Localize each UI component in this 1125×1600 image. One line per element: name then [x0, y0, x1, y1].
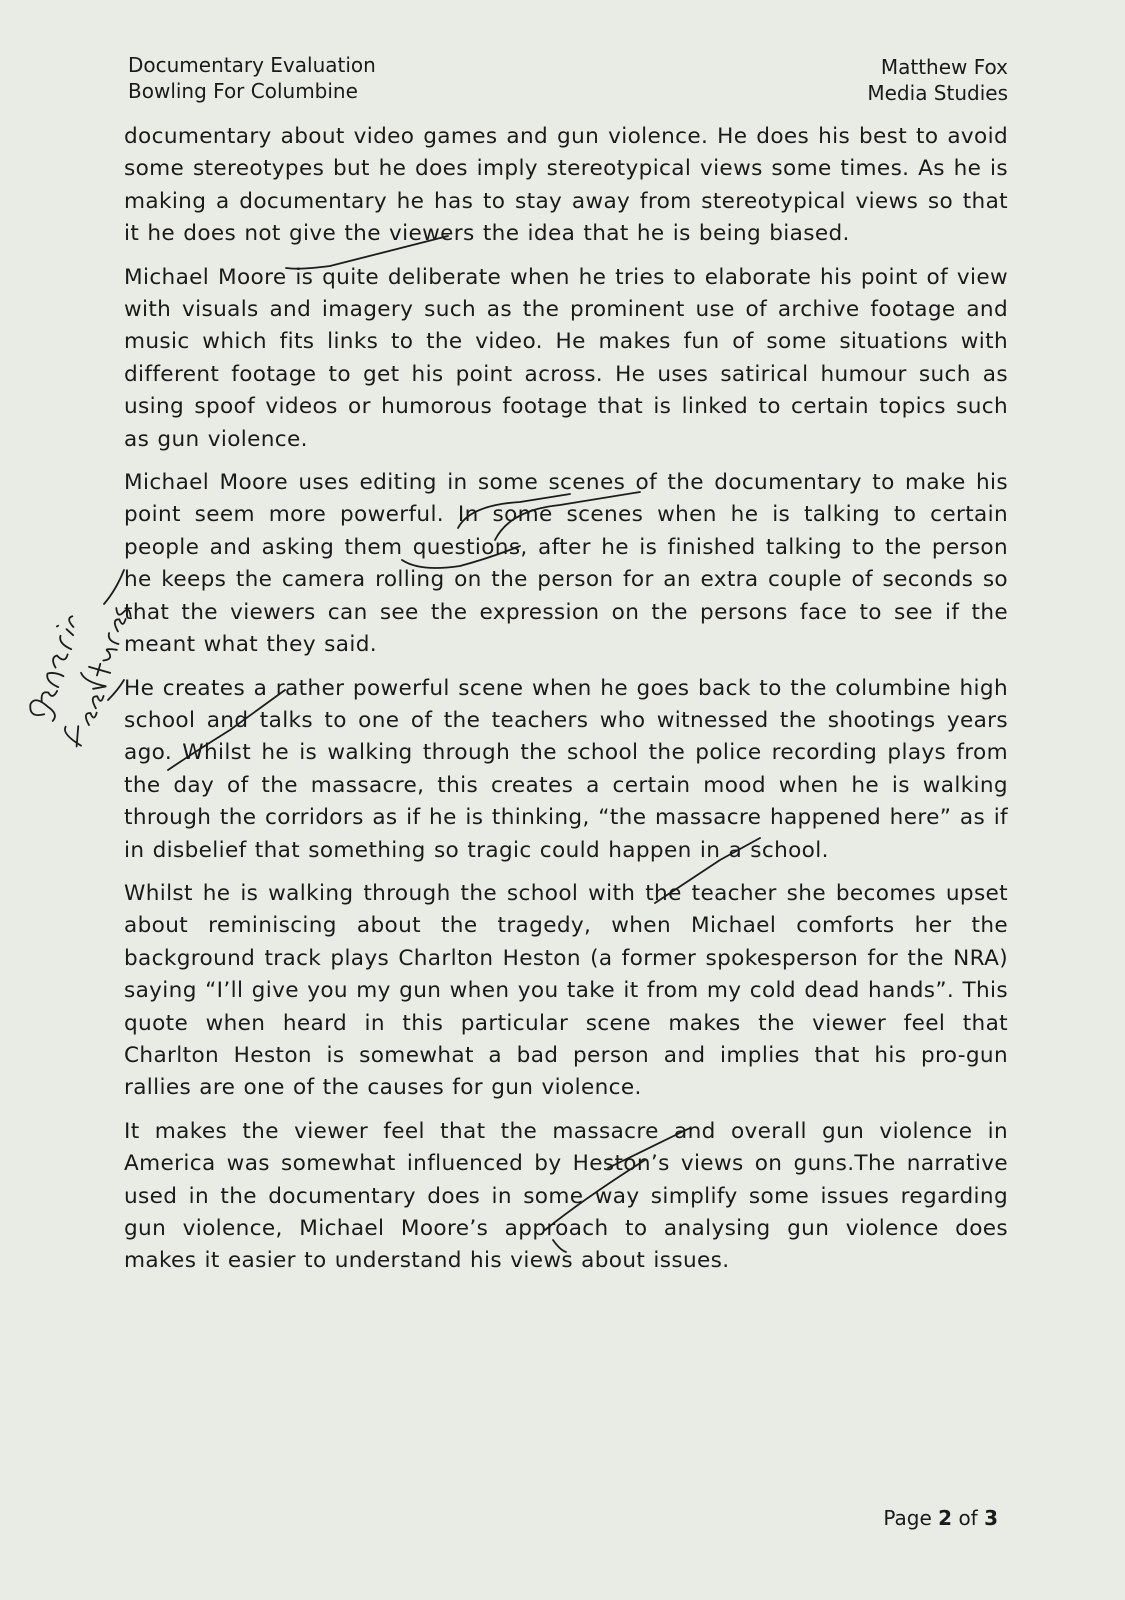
essay-body [124, 121, 1008, 1289]
paragraph: Michael Moore uses editing in some scenes of the documentary to make his point seem more powerful. In some scenes when he is talking to certain people and asking them questions, after he is finished talking to the person he keeps the camera rolling on the person for an extra couple of seconds so that the viewers can see the expression on the persons face to see if the meant what they said. [124, 470, 1008, 658]
margin-bracket [104, 570, 124, 700]
subject-name: Media Studies [867, 81, 1008, 105]
page-current: 2 [938, 1506, 953, 1530]
of-label: of [958, 1506, 978, 1530]
paragraph: He creates a rather powerful scene when he goes back to the columbine high school and talks to one of the teachers who witnessed the shootings years ago. Whilst he is walking through the school the police recording plays from the day of the massacre, this creates a certain mood when he is walking through the corridors as if he is thinking, “the massacre happened here” as if in disbelief that something so tragic could happen in a school. [124, 675, 1008, 863]
page-total: 3 [984, 1506, 998, 1530]
author-name: Matthew Fox [880, 55, 1008, 79]
page-footer [883, 1506, 998, 1530]
paragraph: Michael Moore is quite deliberate when he tries to elaborate his point of view with visuals and imagery such as the prominent use of archive footage and music which fits links to the video. He makes fun of some situations with different footage to get his point across. He uses satirical humour such as using spoof videos or humorous footage that is linked to certain topics such as gun violence. [124, 264, 1008, 452]
paragraph: documentary about video games and gun violence. He does his best to avoid some stereotypes but he does imply stereotypical views some times. As he is making a documentary he has to stay away from stereotypical views so that it he does not give the viewers the idea that he is being biased. [124, 124, 1008, 247]
paragraph: Whilst he is walking through the school with the teacher she becomes upset about reminiscing about the tragedy, when Michael comforts her the background track plays Charlton Heston (a former spokesperson for the NRA) saying “I’ll give you my gun when you take it from my cold dead hands”. This quote when heard in this particular scene makes the viewer feel that Charlton Heston is somewhat a bad person and implies that his pro-gun rallies are one of the causes for gun violence. [124, 880, 1008, 1101]
document-title: Documentary Evaluation [128, 53, 376, 77]
paragraph: It makes the viewer feel that the massacre and overall gun violence in America was somewhat influenced by Heston’s views on guns.The narrative used in the documentary does in some way simplify some issues regarding gun violence, Michael Moore’s approach to analysing gun violence does makes it easier to understand his views about issues. [124, 1118, 1008, 1274]
document-header-left [128, 52, 376, 104]
document-header-right [867, 54, 1008, 106]
margin-note-generic-features [23, 591, 132, 751]
document-subtitle: Bowling For Columbine [128, 79, 358, 103]
page-label: Page [883, 1506, 932, 1530]
